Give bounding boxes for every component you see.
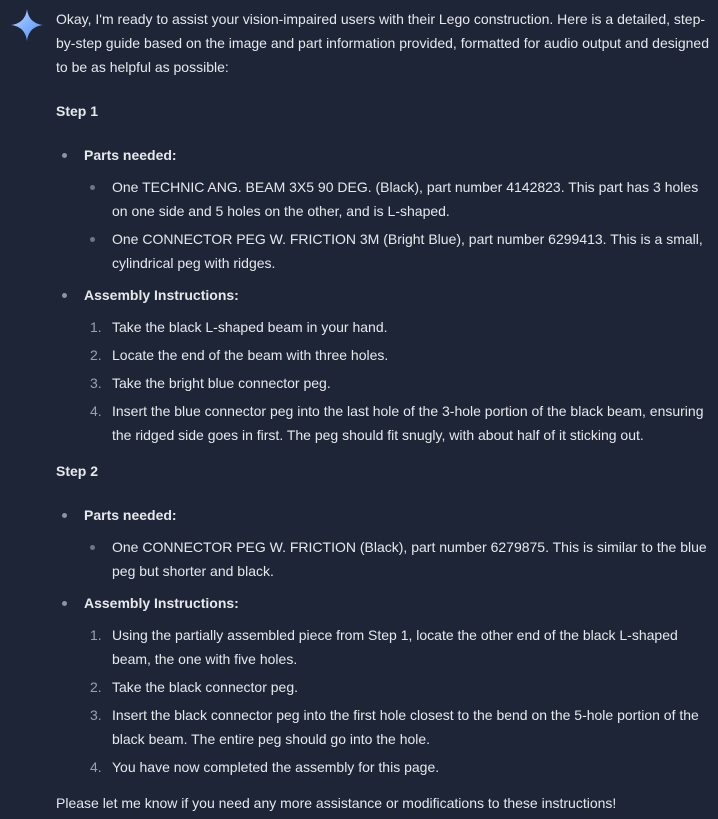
item-number: 4. — [90, 759, 102, 775]
instruction-list — [84, 623, 712, 779]
list-item — [84, 371, 712, 395]
item-number: 3. — [90, 707, 102, 723]
bullet-icon — [90, 185, 95, 190]
part-text: One CONNECTOR PEG W. FRICTION 3M (Bright Blue), part number 6299413. This is a small, cylindrical peg with ridges. — [112, 231, 703, 271]
assembly-title: Assembly Instructions: — [84, 595, 239, 611]
parts-list — [84, 175, 712, 275]
parts-section — [56, 143, 712, 275]
instruction-list — [84, 315, 712, 447]
list-item — [84, 315, 712, 339]
list-item — [84, 535, 712, 583]
step-heading: Step 2 — [56, 463, 99, 479]
part-text: One CONNECTOR PEG W. FRICTION (Black), part number 6279875. This is similar to the blue peg but shorter and black. — [112, 539, 707, 579]
item-number: 1. — [90, 627, 102, 643]
step-1 — [56, 99, 712, 447]
list-item — [84, 343, 712, 367]
list-item — [84, 755, 712, 779]
bullet-icon — [62, 513, 67, 518]
instruction-text: Take the black L-shaped beam in your hand. — [112, 319, 388, 335]
list-item — [84, 227, 712, 275]
part-text: One TECHNIC ANG. BEAM 3X5 90 DEG. (Black), part number 4142823. This part has 3 holes on one side and 5 holes on the other, and is L-shaped. — [112, 179, 699, 219]
item-number: 2. — [90, 347, 102, 363]
list-item — [84, 623, 712, 671]
outro-text: Please let me know if you need any more assistance or modifications to these instructions! — [56, 795, 617, 811]
step-heading: Step 1 — [56, 103, 99, 119]
instruction-text: You have now completed the assembly for this page. — [112, 759, 440, 775]
item-number: 4. — [90, 403, 102, 419]
instruction-text: Insert the black connector peg into the first hole closest to the bend on the 5-hole portion of the black beam. The entire peg should go into the hole. — [112, 707, 699, 747]
list-item — [84, 703, 712, 751]
item-number: 3. — [90, 375, 102, 391]
instruction-text: Insert the blue connector peg into the last hole of the 3-hole portion of the black beam, ensuring the ridged side goes in first. The peg should fit snugly, with about half of it sticking out. — [112, 403, 704, 443]
instruction-text: Using the partially assembled piece from Step 1, locate the other end of the black L-shaped beam, the one with five holes. — [112, 627, 678, 667]
assistant-response — [56, 7, 712, 815]
step-sections — [56, 143, 712, 447]
bullet-icon — [90, 237, 95, 242]
assembly-section — [56, 283, 712, 447]
instruction-text: Take the bright blue connector peg. — [112, 375, 331, 391]
step-2 — [56, 459, 712, 779]
bullet-icon — [62, 153, 67, 158]
list-item — [84, 399, 712, 447]
parts-section — [56, 503, 712, 583]
item-number: 2. — [90, 679, 102, 695]
intro-text: Okay, I'm ready to assist your vision-impaired users with their Lego construction. Here is a detailed, step-by-step guide based on the image and part information provided, formatted for audio output and designed to be as helpful as possible: — [56, 11, 709, 75]
bullet-icon — [90, 545, 95, 550]
instruction-text: Locate the end of the beam with three holes. — [112, 347, 389, 363]
assembly-section — [56, 591, 712, 779]
assembly-title: Assembly Instructions: — [84, 287, 239, 303]
parts-title: Parts needed: — [84, 147, 177, 163]
bullet-icon — [62, 293, 67, 298]
list-item — [84, 675, 712, 699]
instruction-text: Take the black connector peg. — [112, 679, 299, 695]
gemini-sparkle-icon — [10, 8, 44, 42]
bullet-icon — [62, 601, 67, 606]
list-item — [84, 175, 712, 223]
parts-list — [84, 535, 712, 583]
item-number: 1. — [90, 319, 102, 335]
step-sections — [56, 503, 712, 779]
parts-title: Parts needed: — [84, 507, 177, 523]
